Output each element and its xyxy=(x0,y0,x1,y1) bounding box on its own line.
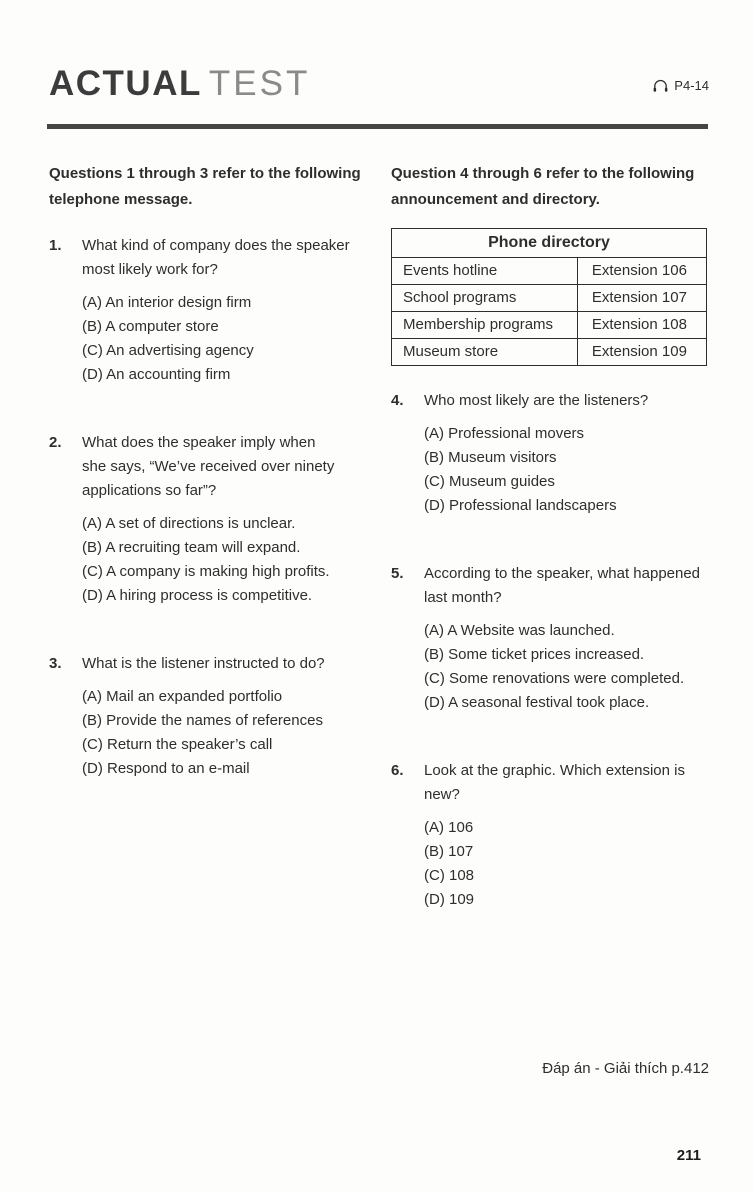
option-a: (A) 106 xyxy=(424,819,474,836)
directory-label: Museum store xyxy=(392,339,578,366)
question-number: 1. xyxy=(49,237,62,254)
option-c: (C) 108 xyxy=(424,867,475,884)
question-number: 4. xyxy=(391,392,404,409)
option-b: (B) 107 xyxy=(424,843,474,860)
directory-extension: Extension 108 xyxy=(577,312,706,339)
options-list xyxy=(391,422,707,518)
option-d: (D) Professional landscapers xyxy=(424,497,617,514)
question-head xyxy=(391,389,707,413)
option-c: (C) Some renovations were completed. xyxy=(424,670,685,687)
option-c: (C) An advertising agency xyxy=(82,342,254,359)
question-text: Who most likely are the listeners? xyxy=(424,392,649,409)
question-number: 2. xyxy=(49,434,62,451)
question-text: What is the listener instructed to do? xyxy=(82,655,325,672)
intro-line: announcement and directory. xyxy=(391,191,600,208)
option-a: (A) Mail an expanded portfolio xyxy=(82,688,283,705)
title-test: TEST xyxy=(208,64,311,103)
header-divider xyxy=(47,124,708,129)
option-a: (A) An interior design firm xyxy=(82,294,252,311)
directory-label: School programs xyxy=(392,285,578,312)
option-b: (B) A recruiting team will expand. xyxy=(82,539,301,556)
question-number: 6. xyxy=(391,762,404,779)
options-list xyxy=(391,816,707,912)
directory-extension: Extension 106 xyxy=(577,258,706,285)
option-d: (D) A hiring process is competitive. xyxy=(82,587,313,604)
page-number: 211 xyxy=(676,1147,701,1164)
question-head xyxy=(49,652,365,676)
option-b: (B) A computer store xyxy=(82,318,219,335)
question-number: 3. xyxy=(49,655,62,672)
intro-line: Question 4 through 6 refer to the following xyxy=(391,165,695,182)
option-a: (A) A Website was launched. xyxy=(424,622,615,639)
directory-extension: Extension 107 xyxy=(577,285,706,312)
options-list xyxy=(391,619,707,715)
question-4 xyxy=(391,389,707,518)
question-number: 5. xyxy=(391,565,404,582)
page-title xyxy=(49,66,310,101)
table-header-row xyxy=(392,229,707,258)
question-3 xyxy=(49,652,365,781)
question-head xyxy=(391,562,707,610)
option-a: (A) A set of directions is unclear. xyxy=(82,515,296,532)
table-row xyxy=(392,339,707,366)
table-title: Phone directory xyxy=(392,229,707,258)
question-head xyxy=(49,431,365,503)
table-row xyxy=(392,285,707,312)
audio-reference xyxy=(652,78,709,101)
options-list xyxy=(49,685,365,781)
option-d: (D) 109 xyxy=(424,891,475,908)
option-d: (D) An accounting firm xyxy=(82,366,231,383)
headphones-icon xyxy=(652,79,669,93)
questions-area xyxy=(49,161,707,912)
option-b: (B) Some ticket prices increased. xyxy=(424,646,645,663)
directory-extension: Extension 109 xyxy=(577,339,706,366)
page-header xyxy=(49,66,709,101)
question-6 xyxy=(391,759,707,912)
answer-note: Đáp án - Giải thích p.412 xyxy=(542,1060,709,1077)
option-b: (B) Provide the names of references xyxy=(82,712,323,729)
options-list xyxy=(49,291,365,387)
section-intro-left xyxy=(49,161,365,213)
option-c: (C) Museum guides xyxy=(424,473,555,490)
option-a: (A) Professional movers xyxy=(424,425,585,442)
question-head xyxy=(49,234,365,282)
intro-line: telephone message. xyxy=(49,191,193,208)
audio-track-label: P4-14 xyxy=(674,78,709,93)
phone-directory-table xyxy=(391,228,707,366)
table-row xyxy=(392,258,707,285)
question-text: What kind of company does the speaker most likely work for? xyxy=(82,237,350,278)
option-c: (C) A company is making high profits. xyxy=(82,563,330,580)
options-list xyxy=(49,512,365,608)
question-text: What does the speaker imply when she says, “We’ve received over ninety applications so far”? xyxy=(82,434,335,499)
question-1 xyxy=(49,234,365,387)
title-actual: ACTUAL xyxy=(49,64,202,103)
option-c: (C) Return the speaker’s call xyxy=(82,736,273,753)
table-row xyxy=(392,312,707,339)
right-column xyxy=(391,161,707,912)
question-5 xyxy=(391,562,707,715)
left-column xyxy=(49,161,365,912)
question-2 xyxy=(49,431,365,608)
section-intro-right xyxy=(391,161,707,213)
option-b: (B) Museum visitors xyxy=(424,449,557,466)
question-text: Look at the graphic. Which extension is new? xyxy=(424,762,685,803)
question-text: According to the speaker, what happened last month? xyxy=(424,565,701,606)
directory-label: Events hotline xyxy=(392,258,578,285)
question-head xyxy=(391,759,707,807)
option-d: (D) A seasonal festival took place. xyxy=(424,694,650,711)
directory-label: Membership programs xyxy=(392,312,578,339)
intro-line: Questions 1 through 3 refer to the following xyxy=(49,165,361,182)
option-d: (D) Respond to an e-mail xyxy=(82,760,250,777)
